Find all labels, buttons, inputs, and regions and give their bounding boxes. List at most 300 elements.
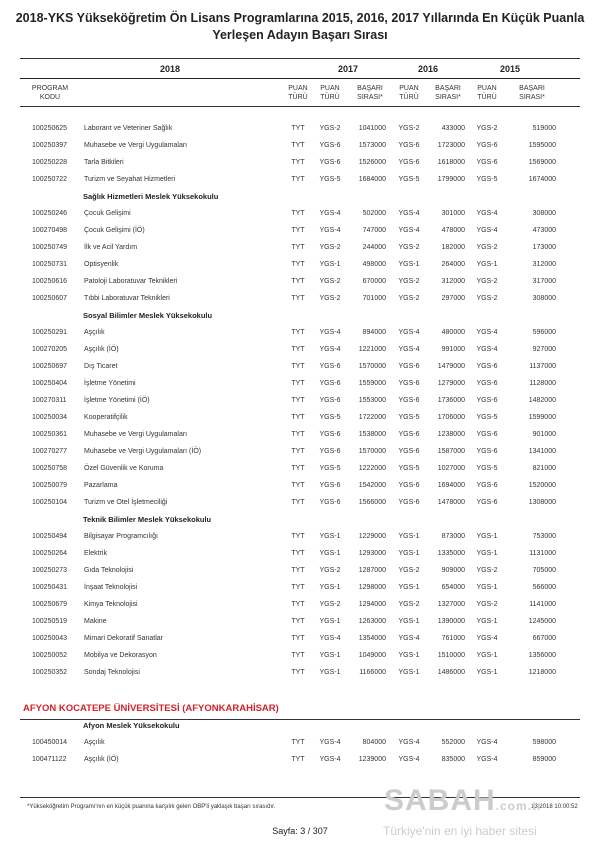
puan-turu-2015: YGS-2	[476, 244, 498, 251]
puan-turu-2017: YGS-4	[319, 329, 341, 336]
puan-turu-2017: YGS-1	[319, 261, 341, 268]
basari-2016: 1723000	[437, 142, 465, 149]
basari-2015: 317000	[532, 278, 556, 285]
program-name: Tıbbi Laboratuvar Teknikleri	[84, 295, 170, 302]
header-rule-top	[20, 58, 580, 59]
table-row	[20, 735, 580, 752]
program-name: Optisyenlik	[84, 261, 119, 268]
puan-turu-2017: YGS-6	[319, 159, 341, 166]
puan-turu: TYT	[291, 142, 305, 149]
program-name: Gıda Teknolojisi	[84, 567, 134, 574]
basari-2015: 1520000	[528, 482, 556, 489]
program-code: 100270311	[32, 397, 67, 404]
program-code: 100250616	[32, 278, 68, 285]
watermark-suffix: .com.tr	[495, 799, 543, 813]
basari-2016: 1327000	[437, 601, 465, 608]
puan-turu-2017: YGS-2	[319, 278, 341, 285]
puan-turu-2016: YGS-6	[398, 482, 420, 489]
program-code: 100250246	[32, 210, 68, 217]
puan-turu-2015: YGS-5	[476, 414, 498, 421]
program-name: Mimari Dekoratif Sanatlar	[84, 635, 163, 642]
program-code: 100250291	[32, 329, 68, 336]
basari-2016: 1799000	[437, 176, 465, 183]
program-code: 100250722	[32, 176, 68, 183]
program-code: 100250228	[32, 159, 68, 166]
basari-2017: 1263000	[358, 618, 386, 625]
puan-turu: TYT	[291, 756, 305, 763]
puan-turu: TYT	[291, 227, 305, 234]
puan-turu-2017: YGS-1	[319, 550, 341, 557]
puan-turu-2017: YGS-6	[319, 142, 341, 149]
basari-2015: 1674000	[528, 176, 556, 183]
puan-turu: TYT	[291, 482, 305, 489]
puan-turu-2015: YGS-1	[476, 533, 498, 540]
table-row	[20, 223, 580, 240]
basari-2016: 654000	[441, 584, 465, 591]
table-row	[20, 410, 580, 427]
basari-2017: 1573000	[358, 142, 386, 149]
basari-2017: 1049000	[358, 652, 386, 659]
basari-2015: 1356000	[528, 652, 556, 659]
basari-2017: 894000	[362, 329, 386, 336]
puan-turu-2016: YGS-4	[398, 227, 420, 234]
table-row	[20, 427, 580, 444]
puan-turu: TYT	[291, 635, 305, 642]
basari-2016: 1027000	[437, 465, 465, 472]
puan-turu-2015: YGS-6	[476, 499, 498, 506]
basari-2017: 244000	[362, 244, 386, 251]
program-code: 100270205	[32, 346, 68, 353]
program-code: 100250607	[32, 295, 68, 302]
basari-2017: 1722000	[358, 414, 386, 421]
program-code: 100250431	[32, 584, 68, 591]
print-date: 13.2018 10:00:52	[531, 804, 578, 810]
program-name: Aşçılık	[84, 329, 105, 336]
puan-turu-2015: YGS-6	[476, 397, 498, 404]
table-row	[20, 597, 580, 614]
puan-turu-2016: YGS-2	[398, 295, 420, 302]
basari-2016: 552000	[441, 739, 465, 746]
puan-turu-2017: YGS-4	[319, 210, 341, 217]
puan-turu: TYT	[291, 380, 305, 387]
table-row	[20, 325, 580, 342]
puan-turu-2017: YGS-1	[319, 618, 341, 625]
program-name: İlk ve Acil Yardım	[84, 244, 138, 251]
program-code: 100250264	[32, 550, 68, 557]
table-row	[20, 291, 580, 308]
puan-turu-2017: YGS-1	[319, 652, 341, 659]
basari-2017: 1298000	[358, 584, 386, 591]
program-code: 100270277	[32, 448, 68, 455]
puan-turu-2017: YGS-2	[319, 601, 341, 608]
puan-turu-2015: YGS-6	[476, 363, 498, 370]
puan-turu-2015: YGS-6	[476, 142, 498, 149]
puan-turu: TYT	[291, 567, 305, 574]
puan-turu: TYT	[291, 159, 305, 166]
puan-turu: TYT	[291, 295, 305, 302]
header-rule-bottom	[20, 106, 580, 107]
basari-2015: 312000	[532, 261, 556, 268]
puan-turu-2017: YGS-4	[319, 227, 341, 234]
basari-2017: 1294000	[358, 601, 386, 608]
basari-2017: 804000	[362, 739, 386, 746]
table-row	[20, 631, 580, 648]
program-name: Pazarlama	[84, 482, 118, 489]
puan-turu-2016: YGS-4	[398, 329, 420, 336]
basari-2017: 747000	[362, 227, 386, 234]
program-name: Makine	[84, 618, 107, 625]
puan-turu: TYT	[291, 278, 305, 285]
program-name: Çocuk Gelişimi (İÖ)	[84, 227, 145, 234]
program-name: İşletme Yönetimi (İÖ)	[84, 397, 150, 404]
table-row	[20, 478, 580, 495]
puan-turu-2015: YGS-1	[476, 669, 498, 676]
basari-2017: 1559000	[358, 380, 386, 387]
basari-2015: 821000	[532, 465, 556, 472]
basari-2017: 1542000	[358, 482, 386, 489]
puan-turu: TYT	[291, 618, 305, 625]
puan-turu: TYT	[291, 533, 305, 540]
year-2018: 2018	[159, 64, 181, 74]
table-row	[20, 376, 580, 393]
basari-2016: 1510000	[437, 652, 465, 659]
basari-2016: 873000	[441, 533, 465, 540]
program-name: Laborant ve Veteriner Sağlık	[84, 125, 173, 132]
puan-turu-2015: YGS-2	[476, 278, 498, 285]
puan-turu-2017: YGS-6	[319, 380, 341, 387]
puan-turu: TYT	[291, 431, 305, 438]
basari-2015: 1131000	[529, 550, 556, 557]
puan-turu-2015: YGS-2	[476, 125, 498, 132]
watermark-brand: SABAH	[384, 784, 496, 817]
puan-turu-2016: YGS-1	[398, 618, 420, 625]
program-code: 100250679	[32, 601, 68, 608]
puan-turu-2016: YGS-6	[398, 499, 420, 506]
basari-2015: 1599000	[528, 414, 556, 421]
table-row	[20, 614, 580, 631]
program-name: Mobilya ve Dekorasyon	[84, 652, 157, 659]
puan-turu: TYT	[291, 329, 305, 336]
program-name: Muhasebe ve Vergi Uygulamaları	[84, 142, 188, 149]
program-name: Bilgisayar Programcılığı	[84, 533, 158, 540]
basari-2015: 1341000	[528, 448, 556, 455]
puan-turu: TYT	[291, 125, 305, 132]
basari-2015: 927000	[532, 346, 556, 353]
header-2017-puan-turu: PUAN TÜRÜ	[320, 85, 340, 101]
puan-turu-2017: YGS-6	[319, 397, 341, 404]
basari-2016: 312000	[441, 278, 465, 285]
title-line-2: Yerleşen Adayın Başarı Sırası	[212, 28, 388, 42]
page-title	[0, 10, 600, 44]
basari-2016: 478000	[441, 227, 465, 234]
basari-2016: 1279000	[437, 380, 465, 387]
basari-2017: 1553000	[358, 397, 386, 404]
puan-turu-2015: YGS-4	[476, 756, 498, 763]
puan-turu-2015: YGS-1	[476, 652, 498, 659]
basari-2017: 1221000	[358, 346, 386, 353]
program-code: 100250731	[32, 261, 68, 268]
basari-2015: 753000	[532, 533, 556, 540]
puan-turu-2016: YGS-6	[398, 448, 420, 455]
program-code: 100250352	[32, 669, 68, 676]
puan-turu: TYT	[291, 652, 305, 659]
program-name: Muhasebe ve Vergi Uygulamaları	[84, 431, 188, 438]
program-name: Aşçılık	[84, 739, 105, 746]
puan-turu-2016: YGS-4	[398, 346, 420, 353]
header-puan-turu: PUAN TÜRÜ	[288, 85, 308, 101]
puan-turu-2016: YGS-2	[398, 125, 420, 132]
table-row	[20, 495, 580, 512]
sabah-watermark	[384, 784, 543, 818]
puan-turu-2016: YGS-2	[398, 601, 420, 608]
program-code: 100250519	[32, 618, 68, 625]
puan-turu: TYT	[291, 244, 305, 251]
program-code: 100270498	[32, 227, 68, 234]
puan-turu-2015: YGS-4	[476, 346, 498, 353]
basari-2015: 667000	[532, 635, 556, 642]
puan-turu-2016: YGS-1	[398, 533, 420, 540]
puan-turu-2016: YGS-2	[398, 244, 420, 251]
basari-2016: 1694000	[437, 482, 465, 489]
program-code: 100450014	[32, 739, 68, 746]
basari-2015: 705000	[532, 567, 556, 574]
basari-2015: 566000	[532, 584, 556, 591]
table-row	[20, 172, 580, 189]
basari-2017: 1287000	[358, 567, 386, 574]
basari-2017: 1354000	[358, 635, 386, 642]
puan-turu-2017: YGS-1	[319, 533, 341, 540]
puan-turu-2016: YGS-1	[398, 652, 420, 659]
section-heading: Sosyal Bilimler Meslek Yüksekokulu	[83, 311, 213, 320]
table-row	[20, 393, 580, 410]
basari-2016: 1736000	[437, 397, 465, 404]
puan-turu: TYT	[291, 210, 305, 217]
puan-turu-2017: YGS-1	[319, 584, 341, 591]
puan-turu: TYT	[291, 465, 305, 472]
program-code: 100250749	[32, 244, 68, 251]
header-program-code: PROGRAM KODU	[31, 85, 69, 101]
puan-turu-2016: YGS-4	[398, 635, 420, 642]
puan-turu-2016: YGS-1	[398, 261, 420, 268]
basari-2017: 1229000	[358, 533, 386, 540]
puan-turu-2016: YGS-6	[398, 142, 420, 149]
puan-turu-2016: YGS-1	[398, 669, 420, 676]
puan-turu-2017: YGS-5	[319, 414, 341, 421]
puan-turu: TYT	[291, 448, 305, 455]
program-code: 100250034	[32, 414, 68, 421]
program-name: Turizm ve Otel İşletmeciliği	[84, 499, 168, 506]
program-name: Dış Ticaret	[84, 363, 118, 370]
puan-turu-2015: YGS-1	[476, 618, 498, 625]
watermark-slogan: Türkiye'nin en iyi haber sitesi	[383, 824, 537, 838]
basari-2016: 1486000	[437, 669, 465, 676]
puan-turu: TYT	[291, 601, 305, 608]
program-code: 100250494	[32, 533, 68, 540]
program-name: Özel Güvenlik ve Koruma	[84, 465, 164, 472]
program-code: 100250397	[32, 142, 68, 149]
basari-2017: 1239000	[358, 756, 386, 763]
basari-2016: 991000	[441, 346, 465, 353]
basari-2015: 308000	[532, 295, 556, 302]
program-code: 100250361	[32, 431, 68, 438]
program-name: Tarla Bitkileri	[84, 159, 124, 166]
basari-2017: 1526000	[358, 159, 386, 166]
puan-turu: TYT	[291, 261, 305, 268]
puan-turu: TYT	[291, 499, 305, 506]
table-row	[20, 342, 580, 359]
basari-2017: 1166000	[359, 669, 386, 676]
puan-turu-2016: YGS-5	[398, 414, 420, 421]
puan-turu-2016: YGS-6	[398, 159, 420, 166]
puan-turu: TYT	[291, 550, 305, 557]
puan-turu-2016: YGS-4	[398, 756, 420, 763]
basari-2017: 1041000	[358, 125, 386, 132]
puan-turu-2016: YGS-2	[398, 567, 420, 574]
puan-turu: TYT	[291, 363, 305, 370]
table-row	[20, 359, 580, 376]
basari-2017: 1566000	[358, 499, 386, 506]
table-row	[20, 665, 580, 682]
table-row	[20, 257, 580, 274]
basari-2016: 297000	[441, 295, 465, 302]
puan-turu-2015: YGS-1	[476, 584, 498, 591]
program-name: Sondaj Teknolojisi	[84, 669, 140, 676]
basari-2017: 502000	[362, 210, 386, 217]
basari-2016: 182000	[441, 244, 465, 251]
program-code: 100250104	[32, 499, 68, 506]
year-2017: 2017	[337, 64, 359, 74]
puan-turu-2017: YGS-2	[319, 244, 341, 251]
basari-2015: 598000	[532, 739, 556, 746]
table-row	[20, 444, 580, 461]
basari-2016: 1618000	[437, 159, 465, 166]
puan-turu-2017: YGS-4	[319, 756, 341, 763]
basari-2015: 1141000	[529, 601, 556, 608]
puan-turu-2016: YGS-2	[398, 278, 420, 285]
program-name: Patoloji Laboratuvar Teknikleri	[84, 278, 178, 285]
table-row	[20, 121, 580, 138]
puan-turu-2015: YGS-4	[476, 210, 498, 217]
puan-turu-2015: YGS-1	[476, 550, 498, 557]
section-heading: Teknik Bilimler Meslek Yüksekokulu	[83, 515, 212, 524]
puan-turu-2016: YGS-6	[398, 431, 420, 438]
puan-turu-2016: YGS-1	[398, 584, 420, 591]
program-name: Elektrik	[84, 550, 107, 557]
puan-turu: TYT	[291, 346, 305, 353]
basari-2017: 1293000	[358, 550, 386, 557]
puan-turu-2016: YGS-1	[398, 550, 420, 557]
puan-turu-2015: YGS-5	[476, 176, 498, 183]
basari-2015: 1595000	[528, 142, 556, 149]
basari-2016: 433000	[441, 125, 465, 132]
puan-turu-2017: YGS-2	[319, 567, 341, 574]
basari-2015: 1137000	[529, 363, 556, 370]
basari-2016: 1478000	[437, 499, 465, 506]
program-code: 100250625	[32, 125, 68, 132]
basari-2017: 701000	[362, 295, 386, 302]
table-row	[20, 274, 580, 291]
program-name: İnşaat Teknolojisi	[84, 584, 138, 591]
puan-turu-2015: YGS-6	[476, 448, 498, 455]
puan-turu-2017: YGS-5	[319, 465, 341, 472]
puan-turu-2015: YGS-2	[476, 601, 498, 608]
section-heading: Sağlık Hizmetleri Meslek Yüksekokulu	[83, 192, 219, 201]
section-heading: Afyon Meslek Yüksekokulu	[83, 721, 180, 730]
basari-2016: 761000	[441, 635, 465, 642]
footnote: *Yükseköğretim Programı'nın en küçük puanına karşılık gelen OBP'li yaklaşık başarı sırasıdır.	[27, 804, 276, 810]
program-code: 100250697	[32, 363, 68, 370]
header-2017-basari: BAŞARI SIRASI*	[357, 85, 383, 101]
table-row	[20, 752, 580, 769]
puan-turu-2015: YGS-4	[476, 635, 498, 642]
basari-2015: 473000	[532, 227, 556, 234]
puan-turu-2015: YGS-1	[476, 261, 498, 268]
puan-turu-2015: YGS-2	[476, 295, 498, 302]
basari-2017: 670000	[362, 278, 386, 285]
title-line-1: 2018-YKS Yükseköğretim Ön Lisans Programlarına 2015, 2016, 2017 Yıllarında En Küçük Puanla	[15, 11, 585, 25]
basari-2016: 264000	[441, 261, 465, 268]
basari-2015: 1218000	[528, 669, 556, 676]
puan-turu-2017: YGS-5	[319, 176, 341, 183]
page-number: Sayfa: 3 / 307	[272, 826, 328, 836]
puan-turu: TYT	[291, 739, 305, 746]
basari-2017: 1538000	[358, 431, 386, 438]
table-row	[20, 563, 580, 580]
basari-2017: 498000	[362, 261, 386, 268]
table-row	[20, 206, 580, 223]
header-rule-mid	[20, 78, 580, 79]
program-code: 100250273	[32, 567, 68, 574]
puan-turu-2017: YGS-6	[319, 499, 341, 506]
program-name: İşletme Yönetimi	[84, 380, 136, 387]
puan-turu: TYT	[291, 669, 305, 676]
basari-2015: 173000	[532, 244, 556, 251]
program-name: Çocuk Gelişimi	[84, 210, 131, 217]
program-code: 100250043	[32, 635, 68, 642]
university-heading: AFYON KOCATEPE ÜNİVERSİTESİ (AFYONKARAHİSAR)	[23, 703, 279, 714]
table-row	[20, 155, 580, 172]
basari-2016: 1479000	[437, 363, 465, 370]
puan-turu: TYT	[291, 397, 305, 404]
table-row	[20, 138, 580, 155]
program-name: Aşçılık (İÖ)	[84, 346, 119, 353]
basari-2015: 1245000	[528, 618, 556, 625]
puan-turu-2015: YGS-6	[476, 482, 498, 489]
puan-turu-2017: YGS-6	[319, 448, 341, 455]
puan-turu-2017: YGS-4	[319, 635, 341, 642]
basari-2016: 1238000	[437, 431, 465, 438]
puan-turu-2016: YGS-6	[398, 397, 420, 404]
basari-2016: 1706000	[437, 414, 465, 421]
basari-2017: 1684000	[358, 176, 386, 183]
table-row	[20, 546, 580, 563]
basari-2016: 301000	[441, 210, 465, 217]
basari-2016: 835000	[441, 756, 465, 763]
header-2015-puan-turu: PUAN TÜRÜ	[477, 85, 497, 101]
puan-turu-2015: YGS-6	[476, 431, 498, 438]
puan-turu: TYT	[291, 414, 305, 421]
puan-turu-2015: YGS-5	[476, 465, 498, 472]
year-2015: 2015	[499, 64, 521, 74]
basari-2015: 308000	[532, 210, 556, 217]
program-code: 100250404	[32, 380, 68, 387]
header-2016-puan-turu: PUAN TÜRÜ	[399, 85, 419, 101]
program-name: Aşçılık (İÖ)	[84, 756, 119, 763]
basari-2015: 901000	[532, 431, 556, 438]
table-row	[20, 648, 580, 665]
uni-rule	[20, 719, 580, 720]
program-name: Kimya Teknolojisi	[84, 601, 138, 608]
